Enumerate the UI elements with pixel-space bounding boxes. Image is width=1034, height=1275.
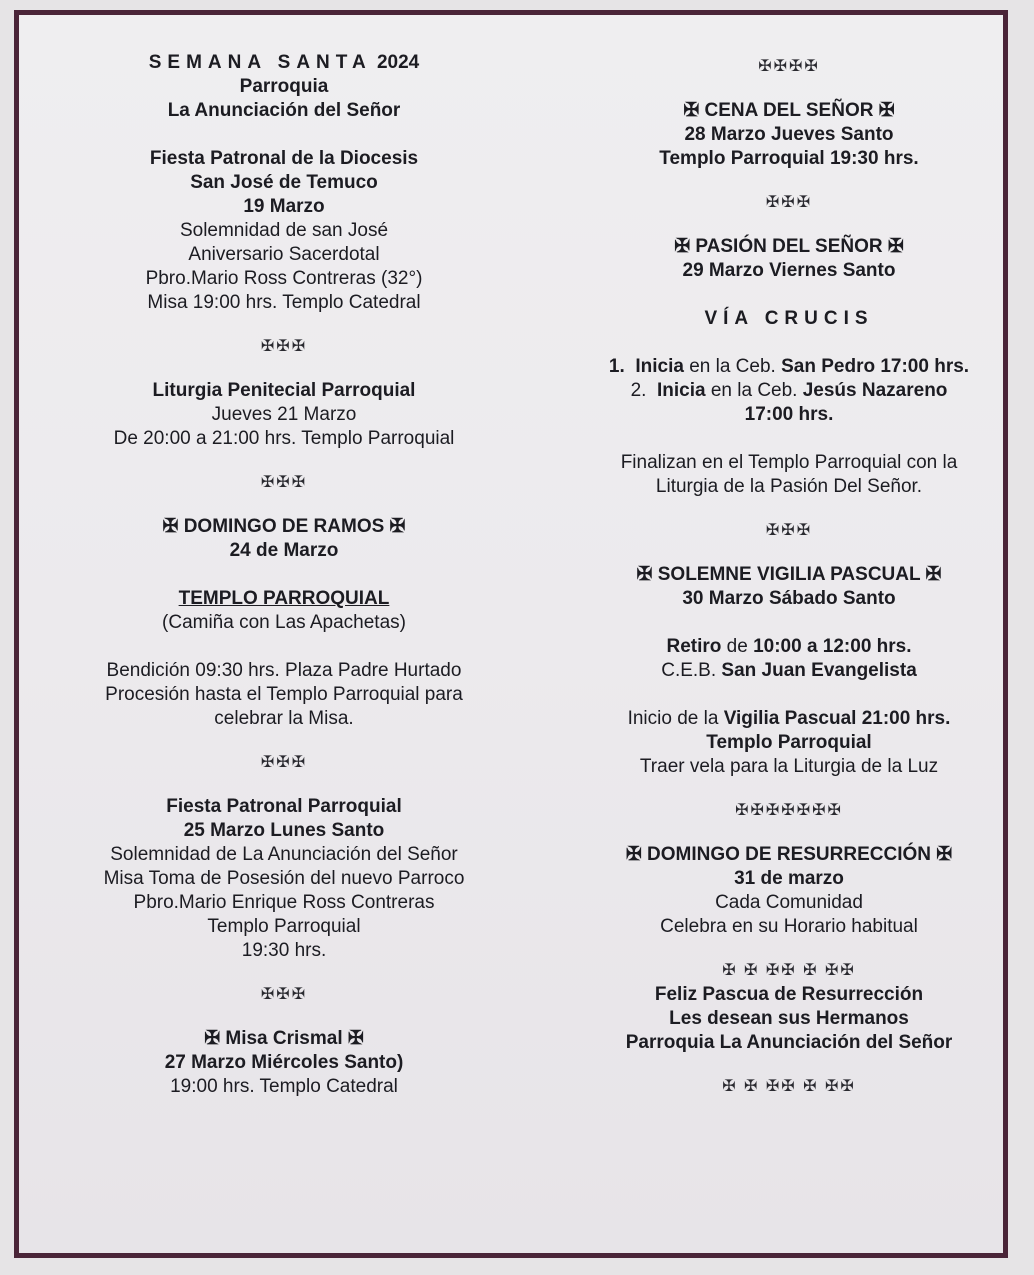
resurreccion-line: Celebra en su Horario habitual bbox=[660, 916, 918, 937]
vigilia-title: ✠ SOLEMNE VIGILIA PASCUAL ✠ bbox=[636, 564, 942, 585]
list-text: en la Ceb. bbox=[683, 356, 782, 377]
right-column bbox=[579, 55, 999, 1099]
parish-label: Parroquia bbox=[239, 76, 329, 97]
finalizan-line: Finalizan en el Templo Parroquial con la bbox=[620, 452, 958, 473]
greeting-line: Parroquia La Anunciación del Señor bbox=[625, 1032, 953, 1053]
greeting-line: Les desean sus Hermanos bbox=[669, 1008, 909, 1029]
retiro-text: de bbox=[721, 636, 754, 657]
retiro-time: 10:00 a 12:00 hrs. bbox=[753, 636, 912, 657]
fiesta-diocesis-line: Solemnidad de san José bbox=[179, 220, 389, 241]
list-item bbox=[579, 379, 999, 403]
list-bold: Jesús Nazareno bbox=[802, 380, 948, 401]
vigilia-place: Templo Parroquial bbox=[706, 732, 872, 753]
fiesta-parroquial-line: Templo Parroquial bbox=[207, 916, 361, 937]
inicio-line bbox=[579, 707, 999, 731]
via-crucis-list bbox=[579, 355, 999, 427]
ramos-place: TEMPLO PARROQUIAL bbox=[178, 588, 390, 609]
crismal-line: 19:00 hrs. Templo Catedral bbox=[170, 1076, 398, 1097]
fiesta-diocesis-subtitle: San José de Temuco bbox=[190, 172, 378, 193]
ceb-text: C.E.B. bbox=[661, 660, 722, 681]
list-bold: Inicia bbox=[635, 356, 684, 377]
fiesta-parroquial-line: Pbro.Mario Enrique Ross Contreras bbox=[133, 892, 435, 913]
cross-ornament: ✠✠✠ bbox=[260, 986, 308, 1003]
ramos-line: celebrar la Misa. bbox=[214, 708, 354, 729]
fiesta-parroquial-date: 25 Marzo Lunes Santo bbox=[183, 820, 385, 841]
liturgia-title: Liturgia Penitecial Parroquial bbox=[152, 380, 416, 401]
greeting-line: Feliz Pascua de Resurrección bbox=[654, 984, 924, 1005]
resurreccion-line: Cada Comunidad bbox=[715, 892, 863, 913]
cena-title: ✠ CENA DEL SEÑOR ✠ bbox=[683, 100, 895, 121]
retiro-line bbox=[579, 635, 999, 659]
fiesta-parroquial-line: Solemnidad de La Anunciación del Señor bbox=[110, 844, 458, 865]
fiesta-parroquial-line: Misa Toma de Posesión del nuevo Parroco bbox=[103, 868, 465, 889]
ramos-line: Bendición 09:30 hrs. Plaza Padre Hurtado bbox=[106, 660, 462, 681]
list-item bbox=[579, 355, 999, 379]
list-bold: Inicia bbox=[656, 380, 706, 401]
header-year: 2024 bbox=[376, 52, 420, 73]
ramos-place-note: (Camiña con Las Apachetas) bbox=[162, 612, 406, 633]
header bbox=[59, 51, 509, 75]
fiesta-parroquial-line: 19:30 hrs. bbox=[241, 940, 327, 961]
resurreccion-title: ✠ DOMINGO DE RESURRECCIÓN ✠ bbox=[625, 844, 953, 865]
inicio-bold: Vigilia Pascual 21:00 hrs. bbox=[723, 708, 951, 729]
fiesta-diocesis-title: Fiesta Patronal de la Diocesis bbox=[149, 148, 419, 169]
pasion-title: ✠ PASIÓN DEL SEÑOR ✠ bbox=[674, 236, 904, 257]
cross-ornament: ✠✠✠ bbox=[260, 754, 308, 771]
vigilia-date: 30 Marzo Sábado Santo bbox=[682, 588, 896, 609]
list-text: en la Ceb. bbox=[705, 380, 803, 401]
ramos-line: Procesión hasta el Templo Parroquial para bbox=[105, 684, 463, 705]
list-time: 17:00 hrs. bbox=[744, 404, 834, 425]
inicio-text: Inicio de la bbox=[627, 708, 724, 729]
list-number: 2. bbox=[630, 380, 647, 401]
retiro-bold: Retiro bbox=[666, 636, 722, 657]
parish-name: La Anunciación del Señor bbox=[167, 100, 401, 121]
cross-ornament: ✠✠✠ bbox=[260, 474, 308, 491]
crismal-title: ✠ Misa Crismal ✠ bbox=[204, 1028, 364, 1049]
fiesta-parroquial-title: Fiesta Patronal Parroquial bbox=[166, 796, 402, 817]
cena-date: 28 Marzo Jueves Santo bbox=[684, 124, 894, 145]
left-column bbox=[59, 51, 509, 1099]
header-title: SEMANA SANTA bbox=[148, 52, 372, 73]
via-crucis-title: VÍA CRUCIS bbox=[704, 308, 874, 329]
pasion-date: 29 Marzo Viernes Santo bbox=[682, 260, 896, 281]
finalizan-line: Liturgia de la Pasión Del Señor. bbox=[655, 476, 923, 497]
fiesta-diocesis-line: Pbro.Mario Ross Contreras (32°) bbox=[145, 268, 423, 289]
flyer-frame bbox=[14, 10, 1008, 1258]
cross-ornament: ✠✠✠ bbox=[765, 194, 813, 211]
cena-place: Templo Parroquial 19:30 hrs. bbox=[659, 148, 919, 169]
ceb-name: San Juan Evangelista bbox=[721, 660, 917, 681]
resurreccion-date: 31 de marzo bbox=[734, 868, 844, 889]
list-bold: San Pedro 17:00 hrs. bbox=[781, 356, 970, 377]
list-number: 1. bbox=[608, 356, 625, 377]
cross-ornament: ✠✠✠ bbox=[260, 338, 308, 355]
fiesta-diocesis-date: 19 Marzo bbox=[243, 196, 325, 217]
cross-ornament: ✠✠✠ bbox=[765, 522, 813, 539]
cross-ornament: ✠✠✠✠✠✠✠ bbox=[735, 802, 843, 819]
liturgia-line: De 20:00 a 21:00 hrs. Templo Parroquial bbox=[113, 428, 455, 449]
liturgia-line: Jueves 21 Marzo bbox=[211, 404, 357, 425]
crismal-date: 27 Marzo Miércoles Santo) bbox=[164, 1052, 404, 1073]
cross-ornament: ✠ ✠ ✠✠ ✠ ✠✠ bbox=[722, 962, 856, 979]
ramos-date: 24 de Marzo bbox=[229, 540, 339, 561]
vigilia-note: Traer vela para la Liturgia de la Luz bbox=[639, 756, 939, 777]
ceb-line bbox=[579, 659, 999, 683]
ramos-title: ✠ DOMINGO DE RAMOS ✠ bbox=[162, 516, 406, 537]
cross-ornament: ✠ ✠ ✠✠ ✠ ✠✠ bbox=[722, 1078, 856, 1095]
cross-ornament: ✠✠✠✠ bbox=[758, 58, 820, 75]
fiesta-diocesis-line: Misa 19:00 hrs. Templo Catedral bbox=[147, 292, 421, 313]
fiesta-diocesis-line: Aniversario Sacerdotal bbox=[188, 244, 380, 265]
